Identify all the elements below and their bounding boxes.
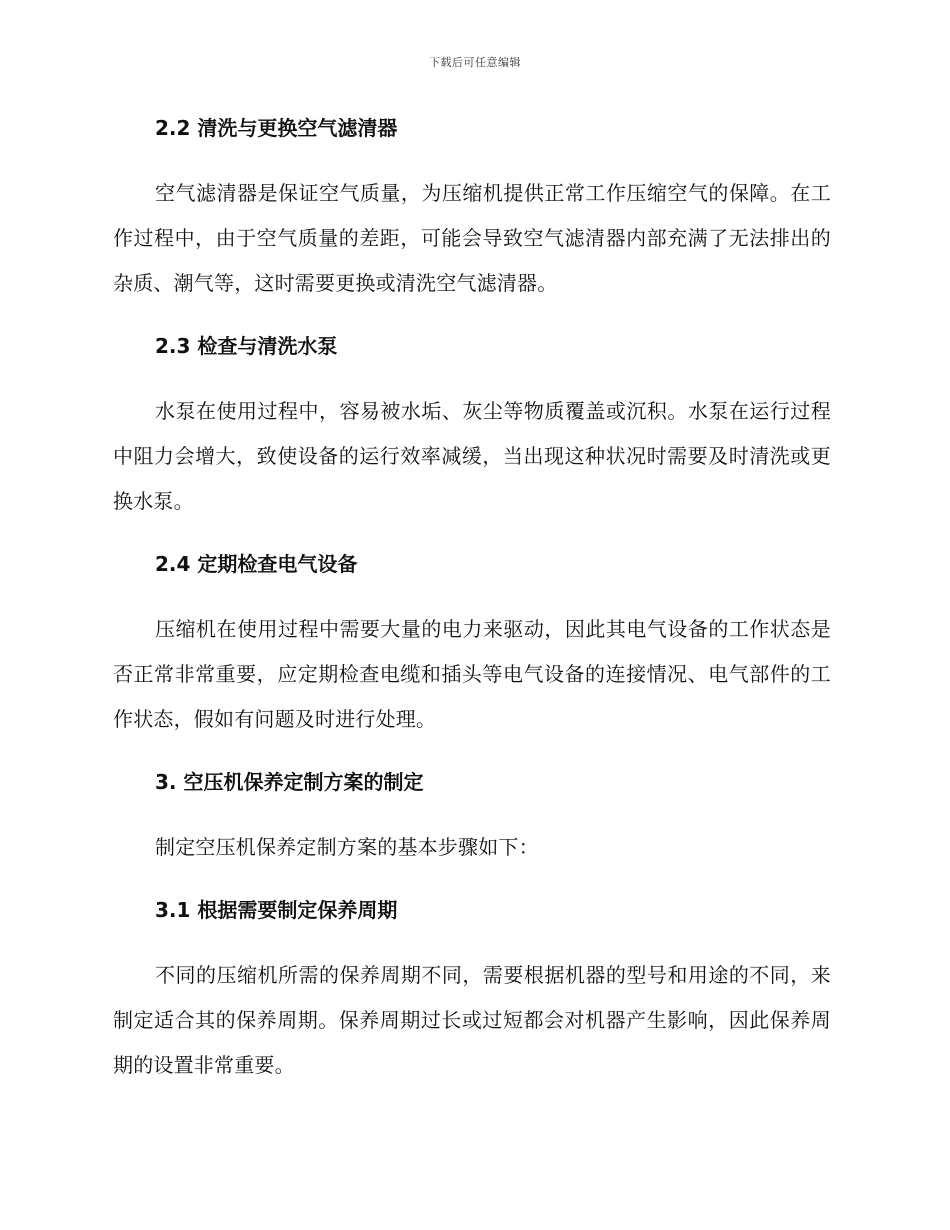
section-heading-2-3: 2.3 检查与清洗水泵 (155, 334, 338, 358)
section-heading-2-2: 2.2 清洗与更换空气滤清器 (155, 116, 398, 140)
section-paragraph-2-2: 空气滤清器是保证空气质量，为压缩机提供正常工作压缩空气的保障。在工作过程中，由于空气质量的差距，可能会导致空气滤清器内部充满了无法排出的杂质、潮气等，这时需要更换或清洗空气滤清器。 (113, 181, 831, 295)
section-paragraph-2-4: 压缩机在使用过程中需要大量的电力来驱动，因此其电气设备的工作状态是否正常非常重要，应定期检查电缆和插头等电气设备的连接情况、电气部件的工作状态，假如有问题及时进行处理。 (113, 617, 831, 731)
section-paragraph-3-1: 不同的压缩机所需的保养周期不同，需要根据机器的型号和用途的不同，来制定适合其的保养周期。保养周期过长或过短都会对机器产生影响，因此保养周期的设置非常重要。 (113, 963, 831, 1077)
section-paragraph-3: 制定空压机保养定制方案的基本步骤如下： (155, 835, 539, 859)
document-body (113, 112, 831, 1088)
section-heading-2-4: 2.4 定期检查电气设备 (155, 552, 358, 576)
section-heading-3: 3. 空压机保养定制方案的制定 (155, 770, 424, 794)
page-header-note: 下载后可任意编辑 (429, 56, 521, 69)
section-heading-3-1: 3.1 根据需要制定保养周期 (155, 898, 398, 922)
section-paragraph-2-3: 水泵在使用过程中，容易被水垢、灰尘等物质覆盖或沉积。水泵在运行过程中阻力会增大，致使设备的运行效率减缓，当出现这种状况时需要及时清洗或更换水泵。 (113, 399, 831, 513)
